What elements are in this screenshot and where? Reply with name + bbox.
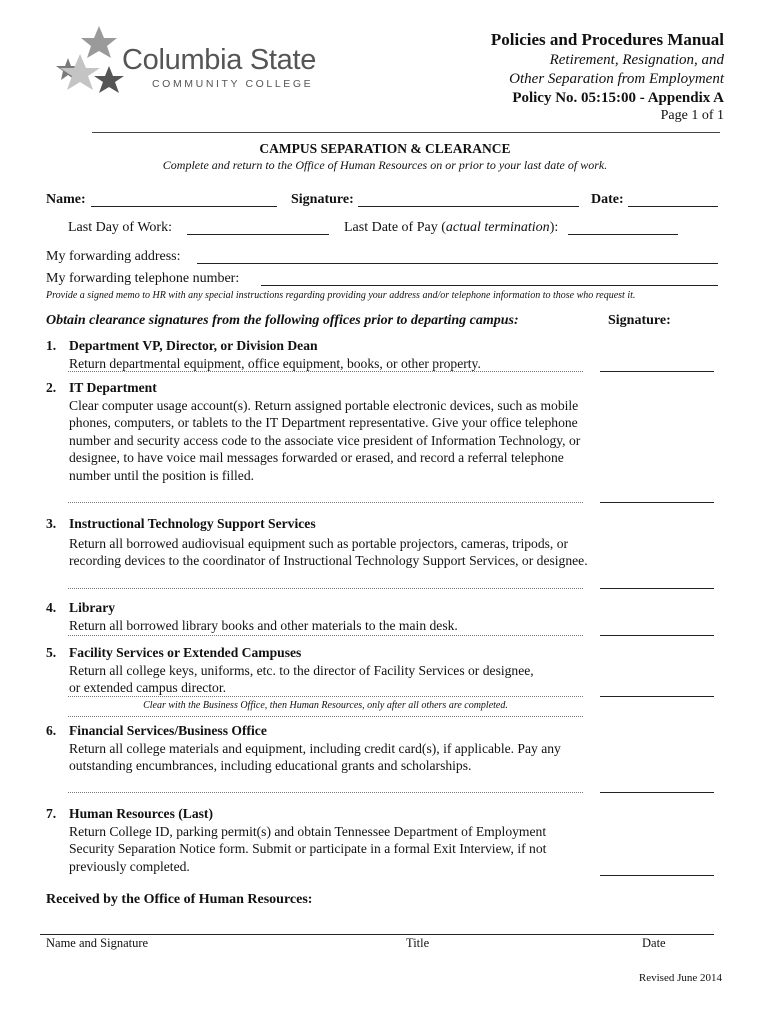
office-instructions: Return College ID, parking permit(s) and obtain Tennessee Department of Employment Security Separation Notice form. Submit or participate in a formal Exit Interview, if not previously completed. xyxy=(69,823,547,874)
subject-line-1: Retirement, Resignation, and xyxy=(549,52,724,68)
logo-subtitle: COMMUNITY COLLEGE xyxy=(152,78,314,90)
signature-field[interactable] xyxy=(358,206,579,207)
office-item-1 xyxy=(46,337,591,372)
revised-date: Revised June 2014 xyxy=(638,972,722,984)
office-number: 1. xyxy=(46,338,57,353)
forwarding-phone-field[interactable] xyxy=(261,285,718,286)
name-label: Name: xyxy=(46,192,86,207)
office-signature-line-2[interactable] xyxy=(600,502,714,503)
office-item-7 xyxy=(46,805,591,875)
office-number: 6. xyxy=(46,723,57,738)
office-title: Human Resources (Last) xyxy=(69,806,213,821)
last-pay-label: Last Date of Pay (actual termination): xyxy=(344,220,559,235)
forwarding-phone-label: My forwarding telephone number: xyxy=(46,271,240,286)
date-field[interactable] xyxy=(628,206,718,207)
office-instructions: Return all borrowed audiovisual equipment such as portable projectors, cameras, tripods, or recording devices to the coordinator of Instructional Technology Support Services, or designee. xyxy=(69,535,588,569)
page-number: Page 1 of 1 xyxy=(660,108,724,123)
header-divider xyxy=(92,132,720,133)
date-caption: Date xyxy=(642,936,666,950)
office-instructions: Return all borrowed library books and other materials to the main desk. xyxy=(69,617,458,633)
office-title: IT Department xyxy=(69,380,157,395)
forwarding-address-field[interactable] xyxy=(197,263,718,264)
office-title: Instructional Technology Support Services xyxy=(69,516,316,531)
manual-title: Policies and Procedures Manual xyxy=(490,30,724,49)
office-instructions: Return all college materials and equipment, including credit card(s), if applicable. Pay any outstanding encumbrances, including educational grants and scholarships. xyxy=(69,740,561,774)
item-divider xyxy=(68,696,583,697)
item-divider xyxy=(68,371,583,372)
office-number: 4. xyxy=(46,600,57,615)
last-day-label: Last Day of Work: xyxy=(68,220,172,235)
office-signature-line-3[interactable] xyxy=(600,588,714,589)
received-signature-line[interactable] xyxy=(40,934,714,935)
memo-note: Provide a signed memo to HR with any special instructions regarding providing your address and/or telephone information to those who request it. xyxy=(46,290,636,301)
office-signature-line-1[interactable] xyxy=(600,371,714,372)
college-logo-stars-icon xyxy=(52,24,127,104)
name-signature-caption: Name and Signature xyxy=(46,936,149,950)
office-number: 5. xyxy=(46,645,57,660)
office-title: Financial Services/Business Office xyxy=(69,723,267,738)
office-item-2 xyxy=(46,379,591,485)
office-signature-line-6[interactable] xyxy=(600,792,714,793)
policy-number: Policy No. 05:15:00 - Appendix A xyxy=(512,90,724,106)
form-instructions: Complete and return to the Office of Human Resources on or prior to your last date of work. xyxy=(162,158,608,172)
clearance-heading: Obtain clearance signatures from the following offices prior to departing campus: xyxy=(46,313,519,328)
item-divider xyxy=(68,588,583,589)
office-title: Department VP, Director, or Division Dean xyxy=(69,338,318,353)
office-instructions: Return all college keys, uniforms, etc. to the director of Facility Services or designee, or extended campus director. xyxy=(69,662,534,696)
office-title: Facility Services or Extended Campuses xyxy=(69,645,302,660)
item-divider xyxy=(68,792,583,793)
received-heading: Received by the Office of Human Resources: xyxy=(46,892,313,907)
office-instructions: Return departmental equipment, office equipment, books, or other property. xyxy=(69,355,481,371)
logo-name: Columbia State xyxy=(122,44,317,76)
office-number: 7. xyxy=(46,806,57,821)
office-signature-line-7[interactable] xyxy=(600,875,714,876)
office-item-3 xyxy=(46,515,591,570)
signature-label: Signature: xyxy=(291,192,354,207)
office-instructions: Clear computer usage account(s). Return assigned portable electronic devices, such as mobile phones, computers, or tablets to the IT Department representative. Give your office telephone number and security access code to the associate vice president of Information Technology, or designee, to have voice mail messages forwarded or erased, and record a referral telephone number until the position is filled. xyxy=(69,397,581,483)
office-signature-line-5[interactable] xyxy=(600,696,714,697)
signature-column-header: Signature: xyxy=(608,313,671,328)
forwarding-address-label: My forwarding address: xyxy=(46,249,181,264)
item-divider xyxy=(68,716,583,717)
office-number: 2. xyxy=(46,380,57,395)
office-item-5 xyxy=(46,644,591,697)
date-label: Date: xyxy=(591,192,624,207)
subject-line-2: Other Separation from Employment xyxy=(509,71,724,87)
office-signature-line-4[interactable] xyxy=(600,635,714,636)
last-pay-field[interactable] xyxy=(568,234,678,235)
item-divider xyxy=(68,502,583,503)
clear-order-note: Clear with the Business Office, then Human Resources, only after all others are completed. xyxy=(143,700,508,711)
name-field[interactable] xyxy=(91,206,277,207)
office-item-6 xyxy=(46,722,591,775)
form-title: CAMPUS SEPARATION & CLEARANCE xyxy=(259,141,511,156)
office-item-4 xyxy=(46,599,591,634)
office-number: 3. xyxy=(46,516,57,531)
office-title: Library xyxy=(69,600,116,615)
last-day-field[interactable] xyxy=(187,234,329,235)
item-divider xyxy=(68,635,583,636)
title-caption: Title xyxy=(406,936,430,950)
